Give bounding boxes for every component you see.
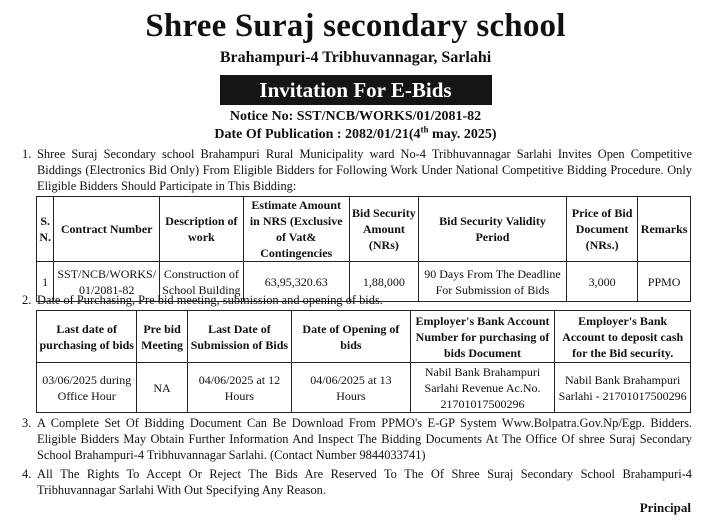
th-description: Description of work — [160, 197, 244, 262]
contract-table — [36, 196, 691, 302]
cell-date-opening: 04/06/2025 at 13 Hours — [292, 363, 411, 413]
section-2-text: Date of Purchasing, Pre bid meeting, submission and opening of bids. — [37, 293, 383, 307]
invitation-banner: Invitation For E-Bids — [220, 75, 492, 105]
cell-bid-security-amount: 1,88,000 — [349, 262, 418, 302]
pub-date-prefix: Date Of Publication : 2082/01/21(4 — [214, 127, 421, 142]
th-estimate-amount: Estimate Amount in NRS (Exclusive of Vat& Contingencies — [243, 197, 349, 262]
th-bid-security-validity: Bid Security Validity Period — [419, 197, 567, 262]
section-3-text: A Complete Set Of Bidding Document Can Be Download From PPMO's E-GP System Www.Bolpatra.Gov.Np/Egp. Bidders. Eligible Bidders May Obtain Further Information And Inspect The Bidding Documents At The Office Of shree Suraj Secondary School Brahampuri-4 Tribhuvannagar Sarlahi. (Contact Number 9844033741) — [37, 416, 692, 462]
banner-wrap — [0, 75, 711, 105]
th-bank-account-purchase: Employer's Bank Account Number for purchasing of bids Document — [410, 311, 555, 363]
schedule-table — [36, 310, 691, 413]
th-price-bid-document: Price of Bid Document (NRs.) — [566, 197, 637, 262]
cell-bid-security-validity: 90 Days From The Deadline For Submission of Bids — [419, 262, 567, 302]
publication-date — [0, 126, 711, 144]
cell-contract-number: SST/NCB/WORKS/ 01/2081-82 — [54, 262, 160, 302]
cell-price-bid-document: 3,000 — [566, 262, 637, 302]
section-4-text: All The Rights To Accept Or Reject The Bids Are Reserved To The Of Shree Suraj Secondary School Brahampuri-4 Tribhuvannagar Sarlahi With Out Specifying Any Reason. — [37, 467, 692, 497]
th-last-date-submission: Last Date of Submission of Bids — [187, 311, 291, 363]
section-4-number: 4. — [22, 467, 32, 481]
cell-bank-account-deposit: Nabil Bank Brahampuri Sarlahi - 21701017500296 — [555, 363, 691, 413]
th-bid-security-amount: Bid Security Amount (NRs) — [349, 197, 418, 262]
cell-sn: 1 — [37, 262, 54, 302]
schedule-table-header-row — [37, 311, 691, 363]
section-1-text: Shree Suraj Secondary school Brahampuri Rural Municipality ward No-4 Tribhuvannagar Sarlahi Invites Open Competitive Biddings (Electronics Bid Only) From Eligible Bidders for Following Work Under National Competitive Bidding Procedure. Only Eligible Bidders Should Participate in This Bidding: — [37, 147, 692, 193]
signatory: Principal — [639, 500, 691, 515]
cell-pre-bid-meeting: NA — [137, 363, 187, 413]
section-3-number: 3. — [22, 416, 32, 430]
cell-bank-account-purchase: Nabil Bank Brahampuri Sarlahi Revenue Ac.No. 21701017500296 — [410, 363, 555, 413]
pub-date-sup: th — [420, 124, 429, 135]
th-contract-number: Contract Number — [54, 197, 160, 262]
school-name: Shree Suraj secondary school — [145, 8, 566, 44]
pub-date-suffix: may. 2025) — [428, 127, 497, 142]
cell-last-date-purchase: 03/06/2025 during Office Hour — [37, 363, 137, 413]
cell-estimate-amount: 63,95,320.63 — [243, 262, 349, 302]
cell-last-date-submission: 04/06/2025 at 12 Hours — [187, 363, 291, 413]
section-2-number: 2. — [22, 293, 32, 307]
table-row — [37, 363, 691, 413]
th-bank-account-deposit: Employer's Bank Account to deposit cash for the Bid security. — [555, 311, 691, 363]
cell-description: Construction of School Building — [160, 262, 244, 302]
th-remarks: Remarks — [638, 197, 691, 262]
th-pre-bid-meeting: Pre bid Meeting — [137, 311, 187, 363]
contract-table-header-row — [37, 197, 691, 262]
notice-number: Notice No: SST/NCB/WORKS/01/2081-82 — [229, 109, 482, 124]
th-last-date-purchase: Last date of purchasing of bids — [37, 311, 137, 363]
section-1-number: 1. — [22, 147, 32, 161]
cell-remarks: PPMO — [638, 262, 691, 302]
th-date-opening: Date of Opening of bids — [292, 311, 411, 363]
school-address: Brahampuri-4 Tribhuvannagar, Sarlahi — [219, 49, 492, 66]
th-sn: S. N. — [37, 197, 54, 262]
